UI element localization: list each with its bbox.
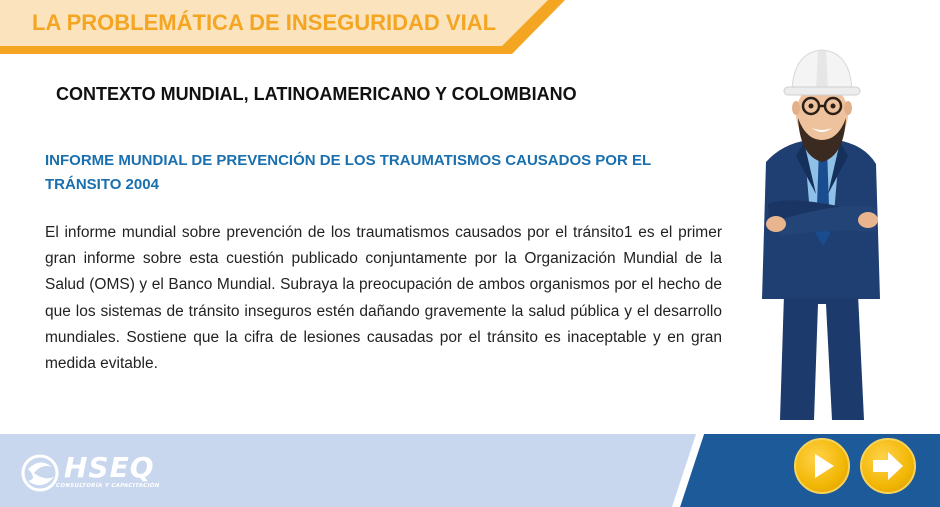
engineer-character-illustration bbox=[752, 44, 892, 420]
header-banner bbox=[0, 0, 580, 60]
play-icon bbox=[796, 440, 848, 492]
section-subtitle: CONTEXTO MUNDIAL, LATINOAMERICANO Y COLOMBIANO bbox=[56, 84, 577, 104]
body-paragraph: El informe mundial sobre prevención de los traumatismos causados por el tránsito1 es el primer gran informe sobre esta cuestión publicado conjuntamente por la Organización Mundial de la Salud (OMS) y el Banco Mundial. Subraya la preocupación de ambos organismos por el hecho de que los sistemas de tránsito inseguros estén dañando gravemente la salud pública y el desarrollo mundiales. Sostiene que la cifra de lesiones causadas por el tránsito es inaceptable y en gran medida evitable. bbox=[45, 224, 722, 373]
hseq-logo bbox=[20, 451, 170, 495]
page-title: LA PROBLEMÁTICA DE INSEGURIDAD VIAL bbox=[32, 10, 497, 35]
arrow-right-icon bbox=[862, 440, 914, 492]
section-heading: INFORME MUNDIAL DE PREVENCIÓN DE LOS TRAUMATISMOS CAUSADOS POR EL TRÁNSITO 2004 bbox=[45, 152, 651, 193]
logo-subtext: CONSULTORÍA Y CAPACITACIÓN bbox=[56, 483, 160, 489]
next-button[interactable] bbox=[860, 438, 916, 494]
logo-text: HSEQ bbox=[64, 451, 155, 484]
play-button[interactable] bbox=[794, 438, 850, 494]
